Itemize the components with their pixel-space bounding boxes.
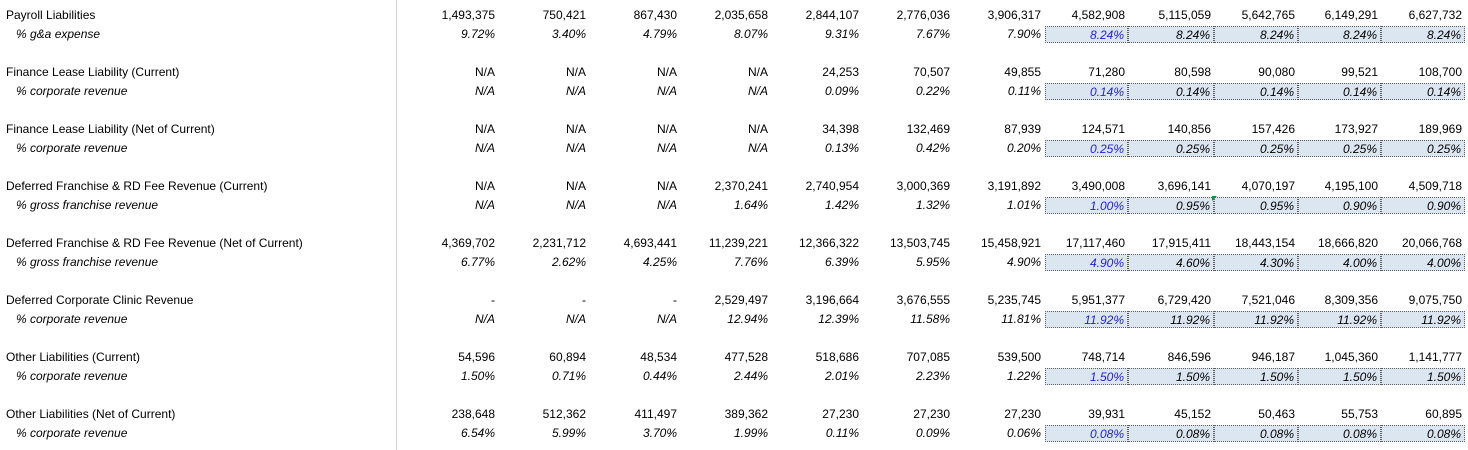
projected-ratio-cell[interactable] bbox=[1298, 368, 1381, 385]
historical-ratio-cell[interactable]: 7.67% bbox=[915, 27, 950, 41]
historical-ratio-cell[interactable]: N/A bbox=[747, 141, 768, 155]
historical-ratio-cell[interactable]: 0.20% bbox=[1006, 141, 1041, 155]
projected-value-cell[interactable]: 80,598 bbox=[1174, 65, 1211, 79]
projected-ratio-cell[interactable] bbox=[1128, 311, 1214, 328]
assumption-input-cell[interactable] bbox=[1045, 254, 1128, 271]
historical-value-cell[interactable]: 48,534 bbox=[640, 350, 677, 364]
projected-value-cell[interactable]: 140,856 bbox=[1167, 122, 1211, 136]
line-item-row bbox=[0, 120, 1468, 139]
historical-ratio-cell[interactable]: 2.23% bbox=[915, 369, 950, 383]
ratio-row bbox=[0, 367, 1468, 386]
historical-value-cell[interactable]: N/A bbox=[565, 179, 586, 193]
projected-value-cell[interactable]: 39,931 bbox=[1088, 407, 1125, 421]
cell-comment-marker-icon bbox=[1212, 196, 1217, 201]
historical-value-cell[interactable]: 60,894 bbox=[549, 350, 586, 364]
ratio-value: 8.24% bbox=[1342, 28, 1377, 42]
ratio-value: 11.92% bbox=[1254, 313, 1294, 327]
historical-value-cell[interactable]: 27,230 bbox=[822, 407, 859, 421]
projected-value-cell[interactable]: 6,627,732 bbox=[1408, 8, 1462, 22]
projected-ratio-cell[interactable] bbox=[1214, 368, 1298, 385]
historical-ratio-cell[interactable]: N/A bbox=[565, 198, 586, 212]
historical-value-cell[interactable]: 2,231,712 bbox=[532, 236, 586, 250]
projected-value-cell[interactable]: 189,969 bbox=[1418, 122, 1462, 136]
projected-value-cell[interactable]: 71,280 bbox=[1088, 65, 1125, 79]
ratio-value: 0.25% bbox=[1259, 142, 1294, 156]
historical-ratio-cell[interactable]: N/A bbox=[565, 141, 586, 155]
ratio-value: 0.14% bbox=[1342, 85, 1377, 99]
historical-ratio-cell[interactable]: 0.11% bbox=[825, 426, 859, 440]
projected-value-cell[interactable]: 50,463 bbox=[1258, 407, 1295, 421]
historical-ratio-cell[interactable]: 6.54% bbox=[460, 426, 495, 440]
projected-ratio-cell[interactable] bbox=[1381, 140, 1465, 157]
historical-ratio-cell[interactable]: 0.71% bbox=[551, 369, 586, 383]
projected-ratio-cell[interactable] bbox=[1381, 254, 1465, 271]
historical-value-cell[interactable]: - bbox=[582, 293, 586, 307]
projected-value-cell[interactable]: 6,729,420 bbox=[1157, 293, 1211, 307]
projected-ratio-cell[interactable] bbox=[1214, 425, 1298, 442]
projected-ratio-cell[interactable] bbox=[1128, 26, 1214, 43]
line-item-label[interactable]: Payroll Liabilities bbox=[6, 8, 96, 22]
historical-value-cell[interactable]: 512,362 bbox=[542, 407, 586, 421]
ratio-label[interactable]: % gross franchise revenue bbox=[16, 255, 159, 269]
ratio-value: 0.14% bbox=[1426, 85, 1461, 99]
ratio-value: 0.08% bbox=[1259, 427, 1294, 441]
historical-value-cell[interactable]: 12,366,322 bbox=[798, 236, 859, 250]
historical-ratio-cell[interactable]: 0.09% bbox=[824, 84, 859, 98]
projected-value-cell[interactable]: 108,700 bbox=[1418, 65, 1462, 79]
projected-ratio-cell[interactable] bbox=[1214, 254, 1298, 271]
historical-value-cell[interactable]: 2,370,241 bbox=[714, 179, 768, 193]
historical-value-cell[interactable]: 2,035,658 bbox=[714, 8, 768, 22]
historical-value-cell[interactable]: 477,528 bbox=[724, 350, 768, 364]
historical-ratio-cell[interactable]: 0.09% bbox=[915, 426, 950, 440]
historical-ratio-cell[interactable]: N/A bbox=[474, 312, 495, 326]
projected-value-cell[interactable]: 18,443,154 bbox=[1234, 236, 1295, 250]
historical-value-cell[interactable]: 4,693,441 bbox=[623, 236, 677, 250]
ratio-value: 0.90% bbox=[1342, 199, 1377, 213]
historical-value-cell[interactable]: N/A bbox=[474, 179, 495, 193]
historical-ratio-cell[interactable]: 4.90% bbox=[1006, 255, 1041, 269]
ratio-value: 0.14% bbox=[1089, 85, 1124, 99]
ratio-value: 0.90% bbox=[1426, 199, 1461, 213]
ratio-value: 1.50% bbox=[1089, 370, 1124, 384]
historical-ratio-cell[interactable]: 6.39% bbox=[824, 255, 859, 269]
projected-value-cell[interactable]: 3,490,008 bbox=[1071, 179, 1125, 193]
line-item-label[interactable]: Other Liabilities (Net of Current) bbox=[6, 407, 176, 421]
historical-value-cell[interactable]: 3,906,317 bbox=[987, 8, 1041, 22]
historical-value-cell[interactable]: 3,191,892 bbox=[987, 179, 1041, 193]
assumption-input-cell[interactable] bbox=[1045, 140, 1128, 157]
historical-value-cell[interactable]: 3,000,369 bbox=[896, 179, 950, 193]
historical-value-cell[interactable]: 27,230 bbox=[913, 407, 950, 421]
line-item-row bbox=[0, 63, 1468, 82]
line-item-label[interactable]: Finance Lease Liability (Current) bbox=[6, 65, 180, 79]
ratio-row bbox=[0, 253, 1468, 272]
assumption-input-cell[interactable] bbox=[1045, 368, 1128, 385]
historical-value-cell[interactable]: N/A bbox=[747, 65, 768, 79]
historical-ratio-cell[interactable]: N/A bbox=[656, 312, 677, 326]
projected-ratio-cell[interactable] bbox=[1214, 311, 1298, 328]
ratio-value: 4.00% bbox=[1426, 256, 1461, 270]
ratio-value: 0.08% bbox=[1342, 427, 1377, 441]
historical-ratio-cell[interactable]: 2.62% bbox=[551, 255, 586, 269]
ratio-value: 0.08% bbox=[1089, 427, 1124, 441]
historical-ratio-cell[interactable]: 5.99% bbox=[551, 426, 586, 440]
projected-value-cell[interactable]: 4,195,100 bbox=[1324, 179, 1378, 193]
ratio-value: 1.00% bbox=[1089, 199, 1124, 213]
historical-ratio-cell[interactable]: N/A bbox=[656, 84, 677, 98]
historical-value-cell[interactable]: - bbox=[673, 293, 677, 307]
historical-value-cell[interactable]: N/A bbox=[474, 122, 495, 136]
ratio-value: 0.25% bbox=[1089, 142, 1124, 156]
historical-ratio-cell[interactable]: 4.79% bbox=[642, 27, 677, 41]
historical-ratio-cell[interactable]: 0.44% bbox=[642, 369, 677, 383]
line-item-label[interactable]: Other Liabilities (Current) bbox=[6, 350, 141, 364]
historical-ratio-cell[interactable]: 5.95% bbox=[915, 255, 950, 269]
projected-value-cell[interactable]: 124,571 bbox=[1081, 122, 1125, 136]
ratio-value: 11.92% bbox=[1084, 313, 1124, 327]
historical-ratio-cell[interactable]: 0.22% bbox=[915, 84, 950, 98]
historical-value-cell[interactable]: 34,398 bbox=[822, 122, 859, 136]
line-item-row bbox=[0, 6, 1468, 25]
historical-ratio-cell[interactable]: 9.72% bbox=[460, 27, 495, 41]
projected-ratio-cell[interactable] bbox=[1128, 425, 1214, 442]
historical-ratio-cell[interactable]: 8.07% bbox=[733, 27, 768, 41]
historical-value-cell[interactable]: 2,740,954 bbox=[805, 179, 859, 193]
historical-value-cell[interactable]: N/A bbox=[656, 65, 677, 79]
projected-ratio-cell[interactable] bbox=[1381, 311, 1465, 328]
historical-ratio-cell[interactable]: 11.58% bbox=[910, 312, 950, 326]
line-item-row bbox=[0, 348, 1468, 367]
line-item-row bbox=[0, 234, 1468, 253]
ratio-value: 0.95% bbox=[1259, 199, 1294, 213]
historical-value-cell[interactable]: 1,493,375 bbox=[441, 8, 495, 22]
ratio-label[interactable]: % corporate revenue bbox=[16, 426, 128, 440]
historical-ratio-cell[interactable]: 1.50% bbox=[460, 369, 495, 383]
projected-value-cell[interactable]: 5,642,765 bbox=[1241, 8, 1295, 22]
historical-value-cell[interactable]: 3,676,555 bbox=[896, 293, 950, 307]
historical-ratio-cell[interactable]: 12.39% bbox=[818, 312, 859, 326]
historical-ratio-cell[interactable]: N/A bbox=[565, 312, 586, 326]
ratio-value: 1.50% bbox=[1175, 370, 1210, 384]
line-item-label[interactable]: Deferred Corporate Clinic Revenue bbox=[6, 293, 194, 307]
line-item-label[interactable]: Deferred Franchise & RD Fee Revenue (Current) bbox=[6, 179, 268, 193]
historical-value-cell[interactable]: N/A bbox=[565, 122, 586, 136]
projected-ratio-cell[interactable] bbox=[1298, 197, 1381, 214]
ratio-value: 0.14% bbox=[1259, 85, 1294, 99]
projected-value-cell[interactable]: 1,141,777 bbox=[1408, 350, 1462, 364]
ratio-value: 0.08% bbox=[1175, 427, 1210, 441]
historical-ratio-cell[interactable]: 2.01% bbox=[824, 369, 859, 383]
projected-value-cell[interactable]: 846,596 bbox=[1167, 350, 1211, 364]
historical-ratio-cell[interactable]: 12.94% bbox=[727, 312, 768, 326]
historical-value-cell[interactable]: N/A bbox=[656, 179, 677, 193]
historical-ratio-cell[interactable]: N/A bbox=[747, 84, 768, 98]
ratio-value: 11.92% bbox=[1337, 313, 1377, 327]
projected-value-cell[interactable]: 60,895 bbox=[1425, 407, 1462, 421]
line-item-label[interactable]: Finance Lease Liability (Net of Current) bbox=[6, 122, 215, 136]
assumption-input-cell[interactable] bbox=[1045, 83, 1128, 100]
line-item-row bbox=[0, 405, 1468, 424]
historical-value-cell[interactable]: 2,529,497 bbox=[714, 293, 768, 307]
projected-ratio-cell[interactable] bbox=[1298, 140, 1381, 157]
projected-ratio-cell[interactable] bbox=[1128, 197, 1214, 214]
projected-ratio-cell[interactable] bbox=[1381, 83, 1465, 100]
line-item-label[interactable]: Deferred Franchise & RD Fee Revenue (Net of Current) bbox=[6, 236, 303, 250]
projected-value-cell[interactable]: 8,309,356 bbox=[1324, 293, 1378, 307]
historical-ratio-cell[interactable]: 7.76% bbox=[733, 255, 768, 269]
historical-ratio-cell[interactable]: 3.40% bbox=[551, 27, 586, 41]
ratio-row bbox=[0, 139, 1468, 158]
ratio-label[interactable]: % corporate revenue bbox=[16, 369, 128, 383]
ratio-value: 11.92% bbox=[1170, 313, 1210, 327]
projected-value-cell[interactable]: 748,714 bbox=[1081, 350, 1125, 364]
historical-value-cell[interactable]: 2,776,036 bbox=[896, 8, 950, 22]
ratio-label[interactable]: % corporate revenue bbox=[16, 141, 128, 155]
historical-ratio-cell[interactable]: 0.13% bbox=[824, 141, 859, 155]
ratio-value: 8.24% bbox=[1259, 28, 1294, 42]
ratio-row bbox=[0, 310, 1468, 329]
projected-value-cell[interactable]: 18,666,820 bbox=[1317, 236, 1378, 250]
projected-ratio-cell[interactable] bbox=[1214, 140, 1298, 157]
historical-ratio-cell[interactable]: 1.01% bbox=[1006, 198, 1041, 212]
projected-value-cell[interactable]: 946,187 bbox=[1251, 350, 1295, 364]
historical-value-cell[interactable]: 11,239,221 bbox=[708, 236, 768, 250]
historical-ratio-cell[interactable]: 1.64% bbox=[733, 198, 768, 212]
historical-ratio-cell[interactable]: 6.77% bbox=[460, 255, 495, 269]
historical-value-cell[interactable]: 518,686 bbox=[815, 350, 859, 364]
historical-value-cell[interactable]: 24,253 bbox=[822, 65, 859, 79]
projected-value-cell[interactable]: 20,066,768 bbox=[1401, 236, 1462, 250]
projected-value-cell[interactable]: 6,149,291 bbox=[1324, 8, 1378, 22]
projected-value-cell[interactable]: 1,045,360 bbox=[1324, 350, 1378, 364]
historical-value-cell[interactable]: 54,596 bbox=[458, 350, 495, 364]
ratio-value: 8.24% bbox=[1175, 28, 1210, 42]
historical-value-cell[interactable]: 49,855 bbox=[1004, 65, 1041, 79]
historical-value-cell[interactable]: 13,503,745 bbox=[889, 236, 950, 250]
historical-value-cell[interactable]: 539,500 bbox=[997, 350, 1041, 364]
historical-ratio-cell[interactable]: N/A bbox=[656, 141, 677, 155]
ratio-label[interactable]: % corporate revenue bbox=[16, 84, 128, 98]
projected-value-cell[interactable]: 90,080 bbox=[1258, 65, 1295, 79]
ratio-value: 4.90% bbox=[1089, 256, 1124, 270]
historical-value-cell[interactable]: 70,507 bbox=[913, 65, 950, 79]
ratio-value: 8.24% bbox=[1089, 28, 1124, 42]
projected-value-cell[interactable]: 55,753 bbox=[1341, 407, 1378, 421]
projected-value-cell[interactable]: 5,115,059 bbox=[1158, 8, 1211, 22]
historical-ratio-cell[interactable]: 11.81% bbox=[1001, 312, 1041, 326]
historical-ratio-cell[interactable]: 1.42% bbox=[824, 198, 859, 212]
historical-value-cell[interactable]: N/A bbox=[656, 122, 677, 136]
projected-ratio-cell[interactable] bbox=[1381, 26, 1465, 43]
projected-ratio-cell[interactable] bbox=[1214, 197, 1298, 214]
historical-value-cell[interactable]: N/A bbox=[565, 65, 586, 79]
historical-value-cell[interactable]: 4,369,702 bbox=[441, 236, 495, 250]
projected-ratio-cell[interactable] bbox=[1298, 311, 1381, 328]
historical-ratio-cell[interactable]: 1.99% bbox=[733, 426, 768, 440]
projected-ratio-cell[interactable] bbox=[1128, 140, 1214, 157]
projected-value-cell[interactable]: 4,582,908 bbox=[1071, 8, 1125, 22]
ratio-row bbox=[0, 82, 1468, 101]
historical-ratio-cell[interactable]: 0.06% bbox=[1006, 426, 1041, 440]
assumption-input-cell[interactable] bbox=[1045, 311, 1128, 328]
historical-ratio-cell[interactable]: N/A bbox=[474, 141, 495, 155]
historical-value-cell[interactable]: 238,648 bbox=[451, 407, 495, 421]
historical-ratio-cell[interactable]: 4.25% bbox=[642, 255, 677, 269]
historical-value-cell[interactable]: 750,421 bbox=[542, 8, 586, 22]
ratio-value: 0.25% bbox=[1175, 142, 1210, 156]
historical-ratio-cell[interactable]: 0.11% bbox=[1007, 84, 1041, 98]
ratio-value: 0.14% bbox=[1175, 85, 1210, 99]
projected-ratio-cell[interactable] bbox=[1214, 26, 1298, 43]
historical-value-cell[interactable]: 867,430 bbox=[633, 8, 677, 22]
ratio-value: 1.50% bbox=[1259, 370, 1294, 384]
projected-value-cell[interactable]: 17,117,460 bbox=[1065, 236, 1125, 250]
projected-value-cell[interactable]: 173,927 bbox=[1334, 122, 1378, 136]
historical-ratio-cell[interactable]: N/A bbox=[656, 198, 677, 212]
projected-ratio-cell[interactable] bbox=[1128, 368, 1214, 385]
ratio-row bbox=[0, 196, 1468, 215]
ratio-label[interactable]: % gross franchise revenue bbox=[16, 198, 159, 212]
projected-ratio-cell[interactable] bbox=[1381, 425, 1465, 442]
projected-value-cell[interactable]: 4,070,197 bbox=[1241, 179, 1295, 193]
historical-ratio-cell[interactable]: 1.32% bbox=[915, 198, 950, 212]
ratio-row bbox=[0, 424, 1468, 443]
historical-value-cell[interactable]: 132,469 bbox=[906, 122, 950, 136]
historical-ratio-cell[interactable]: 9.31% bbox=[824, 27, 859, 41]
projected-ratio-cell[interactable] bbox=[1298, 83, 1381, 100]
projected-ratio-cell[interactable] bbox=[1214, 83, 1298, 100]
historical-value-cell[interactable]: 27,230 bbox=[1004, 407, 1041, 421]
historical-value-cell[interactable]: N/A bbox=[747, 122, 768, 136]
historical-ratio-cell[interactable]: 2.44% bbox=[733, 369, 768, 383]
assumption-input-cell[interactable] bbox=[1045, 425, 1128, 442]
historical-ratio-cell[interactable]: 7.90% bbox=[1006, 27, 1041, 41]
ratio-value: 0.95% bbox=[1175, 199, 1210, 213]
line-item-row bbox=[0, 291, 1468, 310]
projected-ratio-cell[interactable] bbox=[1298, 26, 1381, 43]
historical-ratio-cell[interactable]: N/A bbox=[565, 84, 586, 98]
projected-value-cell[interactable]: 7,521,046 bbox=[1241, 293, 1295, 307]
ratio-label[interactable]: % g&a expense bbox=[16, 27, 101, 41]
projected-value-cell[interactable]: 99,521 bbox=[1341, 65, 1378, 79]
historical-ratio-cell[interactable]: 3.70% bbox=[642, 426, 677, 440]
ratio-label[interactable]: % corporate revenue bbox=[16, 312, 128, 326]
projected-value-cell[interactable]: 157,426 bbox=[1251, 122, 1295, 136]
projected-value-cell[interactable]: 5,951,377 bbox=[1071, 293, 1125, 307]
projected-value-cell[interactable]: 45,152 bbox=[1174, 407, 1211, 421]
historical-value-cell[interactable]: N/A bbox=[474, 65, 495, 79]
ratio-value: 4.00% bbox=[1342, 256, 1377, 270]
assumption-input-cell[interactable] bbox=[1045, 197, 1128, 214]
historical-value-cell[interactable]: 3,196,664 bbox=[805, 293, 859, 307]
historical-value-cell[interactable]: 389,362 bbox=[724, 407, 768, 421]
ratio-value: 0.25% bbox=[1342, 142, 1377, 156]
historical-value-cell[interactable]: 707,085 bbox=[906, 350, 950, 364]
ratio-value: 8.24% bbox=[1426, 28, 1461, 42]
historical-ratio-cell[interactable]: 0.42% bbox=[915, 141, 950, 155]
line-item-row bbox=[0, 177, 1468, 196]
historical-value-cell[interactable]: - bbox=[491, 293, 495, 307]
ratio-value: 1.50% bbox=[1426, 370, 1461, 384]
projected-ratio-cell[interactable] bbox=[1381, 197, 1465, 214]
historical-ratio-cell[interactable]: N/A bbox=[474, 198, 495, 212]
historical-value-cell[interactable]: 2,844,107 bbox=[805, 8, 859, 22]
projected-ratio-cell[interactable] bbox=[1128, 83, 1214, 100]
ratio-value: 0.25% bbox=[1426, 142, 1461, 156]
historical-value-cell[interactable]: 411,497 bbox=[634, 407, 677, 421]
ratio-row bbox=[0, 25, 1468, 44]
projected-value-cell[interactable]: 3,696,141 bbox=[1157, 179, 1211, 193]
ratio-value: 4.60% bbox=[1175, 256, 1210, 270]
projected-value-cell[interactable]: 9,075,750 bbox=[1408, 293, 1462, 307]
ratio-value: 0.08% bbox=[1426, 427, 1461, 441]
assumption-input-cell[interactable] bbox=[1045, 26, 1128, 43]
ratio-value: 1.50% bbox=[1342, 370, 1377, 384]
projected-ratio-cell[interactable] bbox=[1298, 425, 1381, 442]
projected-ratio-cell[interactable] bbox=[1381, 368, 1465, 385]
projected-ratio-cell[interactable] bbox=[1128, 254, 1214, 271]
historical-value-cell[interactable]: 87,939 bbox=[1004, 122, 1041, 136]
historical-ratio-cell[interactable]: N/A bbox=[474, 84, 495, 98]
projected-value-cell[interactable]: 17,915,411 bbox=[1151, 236, 1211, 250]
projected-value-cell[interactable]: 4,509,718 bbox=[1408, 179, 1462, 193]
projected-ratio-cell[interactable] bbox=[1298, 254, 1381, 271]
ratio-value: 11.92% bbox=[1421, 313, 1461, 327]
ratio-value: 4.30% bbox=[1259, 256, 1294, 270]
historical-value-cell[interactable]: 5,235,745 bbox=[987, 293, 1041, 307]
historical-ratio-cell[interactable]: 1.22% bbox=[1006, 369, 1041, 383]
historical-value-cell[interactable]: 15,458,921 bbox=[980, 236, 1041, 250]
